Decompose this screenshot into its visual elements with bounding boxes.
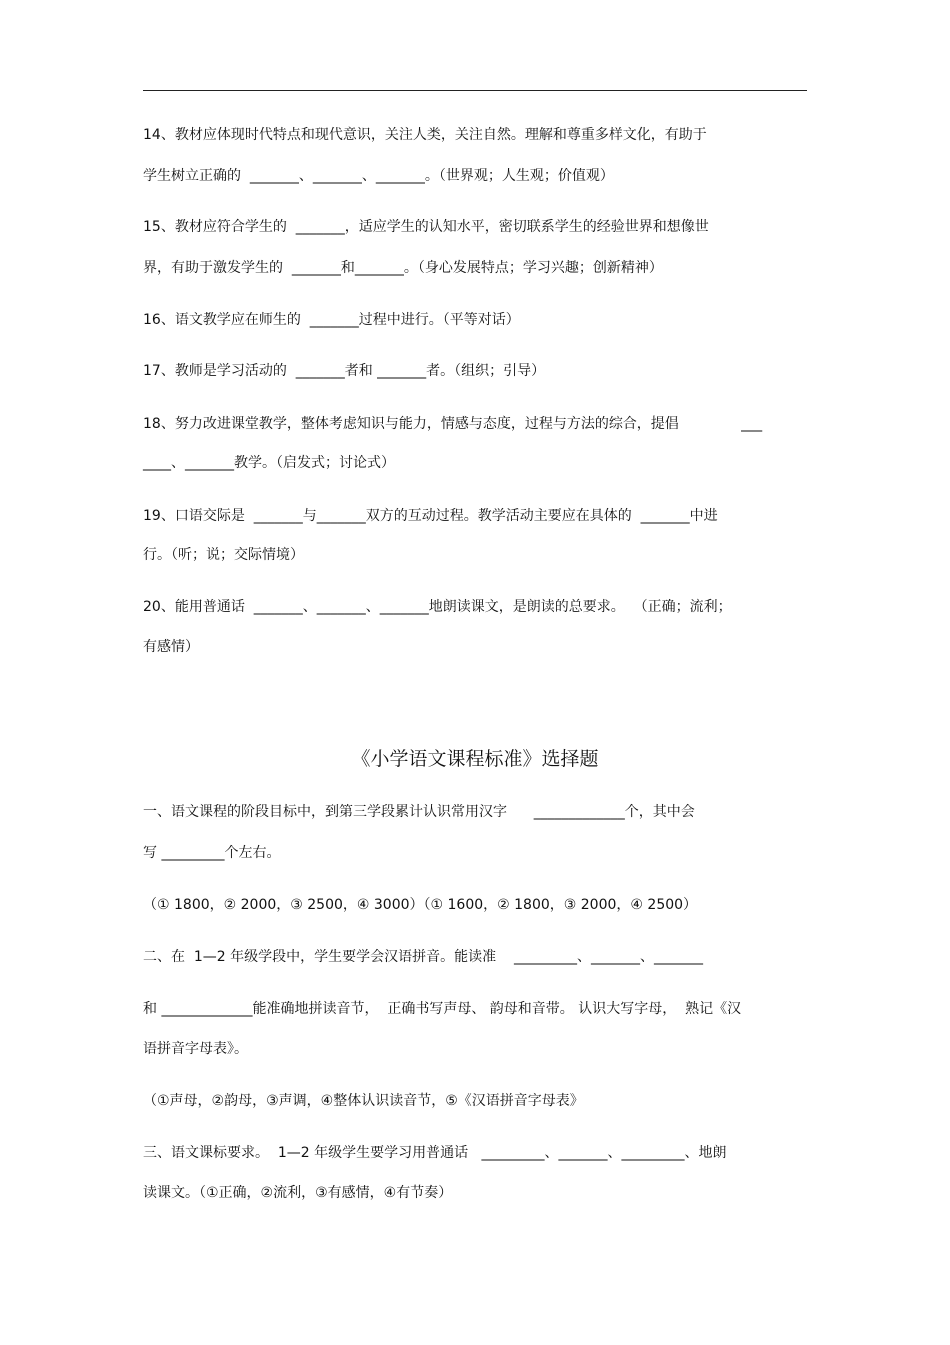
q15-line-2: 界，有助于激发学生的 _______和_______。（身心发展特点；学习兴趣；创新精神） (143, 260, 663, 276)
q19-line-1: 19、口语交际是 _______与_______双方的互动过程。教学活动主要应在具体的 _______中进 (143, 508, 718, 524)
c3-line-1: 三、语文课标要求。 1—2 年级学生要学习用普通话 _________、_______、_________、地朗 (143, 1145, 727, 1161)
q14-line-2: 学生树立正确的 _______、_______、_______。（世界观；人生观；价值观） (143, 168, 614, 184)
c2-line-2: 和 _____________能准确地拼读音节， 正确书写声母、 韵母和音带。 认识大写字母， 熟记《汉 (143, 1001, 742, 1017)
q16-line-1: 16、语文教学应在师生的 _______过程中进行。（平等对话） (143, 312, 520, 328)
q19-line-2: 行。（听；说；交际情境） (143, 547, 304, 563)
q18-line-1: 18、努力改进课堂教学，整体考虑知识与能力，情感与态度，过程与方法的综合，提倡 ___ (143, 416, 763, 432)
c1-options: （① 1800，② 2000，③ 2500，④ 3000）（① 1600，② 1800，③ 2000，④ 2500） (143, 897, 698, 913)
q17-line-1: 17、教师是学习活动的 _______者和 _______者。（组织；引导） (143, 363, 546, 379)
q15-line-1: 15、教材应符合学生的 _______，适应学生的认知水平，密切联系学生的经验世界和想像世 (143, 219, 709, 235)
c3-line-2: 读课文。（①正确，②流利，③有感情，④有节奏） (143, 1185, 453, 1201)
c2-options: （①声母，②韵母，③声调，④整体认识读音节，⑤《汉语拼音字母表》 (143, 1093, 584, 1109)
header-rule (143, 90, 807, 91)
section-title: 《小学语文课程标准》选择题 (351, 748, 599, 770)
c1-line-1: 一、语文课程的阶段目标中，到第三学段累计认识常用汉字 _____________个，其中会 (143, 804, 695, 820)
c2-line-1: 二、在 1—2 年级学段中，学生要学会汉语拼音。能读准 _________、_______、_______ (143, 949, 703, 965)
q14-line-1: 14、教材应体现时代特点和现代意识，关注人类，关注自然。理解和尊重多样文化，有助于 (143, 127, 707, 143)
c1-line-2: 写 _________个左右。 (143, 845, 281, 861)
c2-line-3: 语拼音字母表》。 (143, 1041, 248, 1057)
q18-line-2: ____、_______教学。（启发式；讨论式） (143, 455, 395, 471)
q20-line-2: 有感情） (143, 639, 199, 655)
q20-line-1: 20、能用普通话 _______、_______、_______地朗读课文，是朗读的总要求。 （正确；流利； (143, 599, 732, 615)
